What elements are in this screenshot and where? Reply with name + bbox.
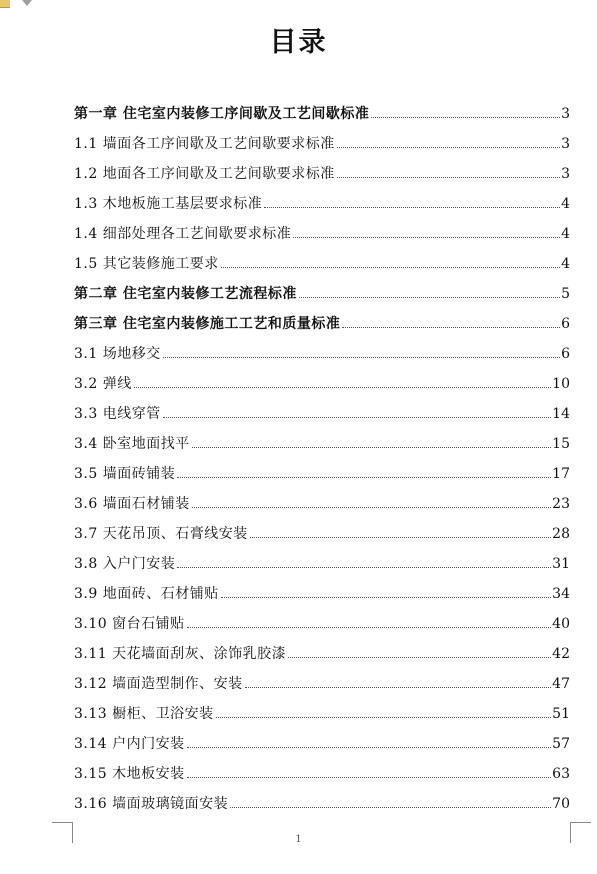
toc-section-entry[interactable] — [74, 789, 570, 819]
toc-dot-leader — [192, 446, 551, 448]
toc-entry-label: 3.4 卧室地面找平 — [74, 436, 190, 452]
toc-dot-leader — [163, 416, 551, 418]
toc-section-entry[interactable] — [74, 369, 570, 399]
toc-section-entry[interactable] — [74, 129, 570, 159]
toc-section-entry[interactable] — [74, 339, 570, 369]
toc-entry-label: 3.11 天花墙面刮灰、涂饰乳胶漆 — [74, 646, 287, 662]
table-of-contents — [74, 99, 570, 819]
toc-chapter-entry[interactable] — [74, 99, 570, 129]
toc-entry-label: 3.14 户内门安装 — [74, 736, 185, 752]
toc-entry-page-number: 42 — [552, 646, 570, 662]
toc-dot-leader — [250, 536, 551, 538]
toc-entry-page-number: 57 — [552, 736, 570, 752]
page-title: 目录 — [269, 27, 328, 58]
toc-dot-leader — [187, 776, 552, 778]
toc-entry-label: 第一章 住宅室内装修工序间歇及工艺间歇标准 — [74, 106, 370, 122]
toc-entry-label: 1.5 其它装修施工要求 — [74, 256, 219, 272]
toc-section-entry[interactable] — [74, 399, 570, 429]
toc-section-entry[interactable] — [74, 729, 570, 759]
toc-entry-page-number: 4 — [561, 256, 570, 272]
toc-entry-label: 3.3 电线穿管 — [74, 406, 161, 422]
toc-entry-page-number: 6 — [561, 316, 570, 332]
toc-dot-leader — [187, 626, 552, 628]
toc-section-entry[interactable] — [74, 669, 570, 699]
toc-section-entry[interactable] — [74, 579, 570, 609]
toc-entry-page-number: 3 — [561, 106, 570, 122]
toc-dot-leader — [216, 716, 552, 718]
toc-section-entry[interactable] — [74, 489, 570, 519]
toc-entry-label: 3.10 窗台石铺贴 — [74, 616, 185, 632]
toc-dot-leader — [245, 686, 552, 688]
toc-section-entry[interactable] — [74, 549, 570, 579]
toc-entry-page-number: 23 — [552, 496, 570, 512]
toc-dot-leader — [230, 806, 551, 808]
toc-dot-leader — [342, 326, 560, 328]
toc-entry-label: 3.5 墙面砖铺装 — [74, 466, 176, 482]
toc-entry-label: 3.13 橱柜、卫浴安装 — [74, 706, 214, 722]
toc-section-entry[interactable] — [74, 459, 570, 489]
toc-dot-leader — [293, 236, 560, 238]
toc-section-entry[interactable] — [74, 519, 570, 549]
toc-entry-page-number: 17 — [552, 466, 570, 482]
toc-section-entry[interactable] — [74, 699, 570, 729]
toc-entry-page-number: 3 — [561, 166, 570, 182]
toc-section-entry[interactable] — [74, 759, 570, 789]
toc-dot-leader — [288, 656, 551, 658]
toc-entry-page-number: 3 — [561, 136, 570, 152]
toc-section-entry[interactable] — [74, 249, 570, 279]
toc-dot-leader — [264, 206, 560, 208]
toc-dot-leader — [221, 596, 551, 598]
toc-entry-label: 1.1 墙面各工序间歇及工艺间歇要求标准 — [74, 136, 335, 152]
toc-entry-page-number: 5 — [561, 286, 570, 302]
toc-dot-leader — [371, 116, 560, 118]
toc-entry-label: 第三章 住宅室内装修施工工艺和质量标准 — [74, 316, 341, 332]
toc-section-entry[interactable] — [74, 189, 570, 219]
toc-entry-label: 1.3 木地板施工基层要求标准 — [74, 196, 263, 212]
marker-square-icon — [0, 0, 10, 8]
toc-section-entry[interactable] — [74, 159, 570, 189]
toc-entry-label: 3.6 墙面石材铺装 — [74, 496, 190, 512]
toc-dot-leader — [134, 386, 551, 388]
toc-entry-page-number: 31 — [552, 556, 570, 572]
toc-entry-label: 3.9 地面砖、石材铺贴 — [74, 586, 219, 602]
toc-dot-leader — [337, 176, 560, 178]
layout-marker-icon — [0, 0, 34, 8]
toc-dot-leader — [177, 476, 551, 478]
toc-dot-leader — [299, 296, 560, 298]
toc-entry-page-number: 51 — [552, 706, 570, 722]
toc-entry-label: 3.15 木地板安装 — [74, 766, 185, 782]
toc-entry-page-number: 10 — [552, 376, 570, 392]
toc-section-entry[interactable] — [74, 219, 570, 249]
toc-dot-leader — [177, 566, 551, 568]
toc-entry-page-number: 28 — [552, 526, 570, 542]
marker-triangle-icon — [22, 0, 32, 6]
toc-entry-page-number: 70 — [552, 796, 570, 812]
toc-entry-label: 3.2 弹线 — [74, 376, 132, 392]
toc-section-entry[interactable] — [74, 609, 570, 639]
toc-entry-page-number: 14 — [552, 406, 570, 422]
toc-entry-label: 3.1 场地移交 — [74, 346, 161, 362]
toc-entry-page-number: 4 — [561, 196, 570, 212]
toc-entry-page-number: 15 — [552, 436, 570, 452]
toc-section-entry[interactable] — [74, 639, 570, 669]
toc-dot-leader — [337, 146, 560, 148]
toc-chapter-entry[interactable] — [74, 309, 570, 339]
toc-section-entry[interactable] — [74, 429, 570, 459]
toc-dot-leader — [187, 746, 552, 748]
toc-entry-label: 3.8 入户门安装 — [74, 556, 176, 572]
toc-entry-page-number: 47 — [552, 676, 570, 692]
toc-entry-label: 3.12 墙面造型制作、安装 — [74, 676, 243, 692]
toc-entry-label: 3.7 天花吊顶、石膏线安装 — [74, 526, 248, 542]
toc-entry-label: 1.4 细部处理各工艺间歇要求标准 — [74, 226, 292, 242]
toc-entry-page-number: 4 — [561, 226, 570, 242]
toc-entry-page-number: 63 — [552, 766, 570, 782]
toc-entry-page-number: 40 — [552, 616, 570, 632]
toc-entry-label: 第二章 住宅室内装修工艺流程标准 — [74, 286, 297, 302]
toc-dot-leader — [163, 356, 560, 358]
toc-entry-label: 3.16 墙面玻璃镜面安装 — [74, 796, 229, 812]
toc-entry-label: 1.2 地面各工序间歇及工艺间歇要求标准 — [74, 166, 335, 182]
toc-entry-page-number: 34 — [552, 586, 570, 602]
toc-dot-leader — [192, 506, 551, 508]
toc-chapter-entry[interactable] — [74, 279, 570, 309]
toc-entry-page-number: 6 — [561, 346, 570, 362]
toc-dot-leader — [221, 266, 560, 268]
page-number: 1 — [295, 834, 302, 845]
